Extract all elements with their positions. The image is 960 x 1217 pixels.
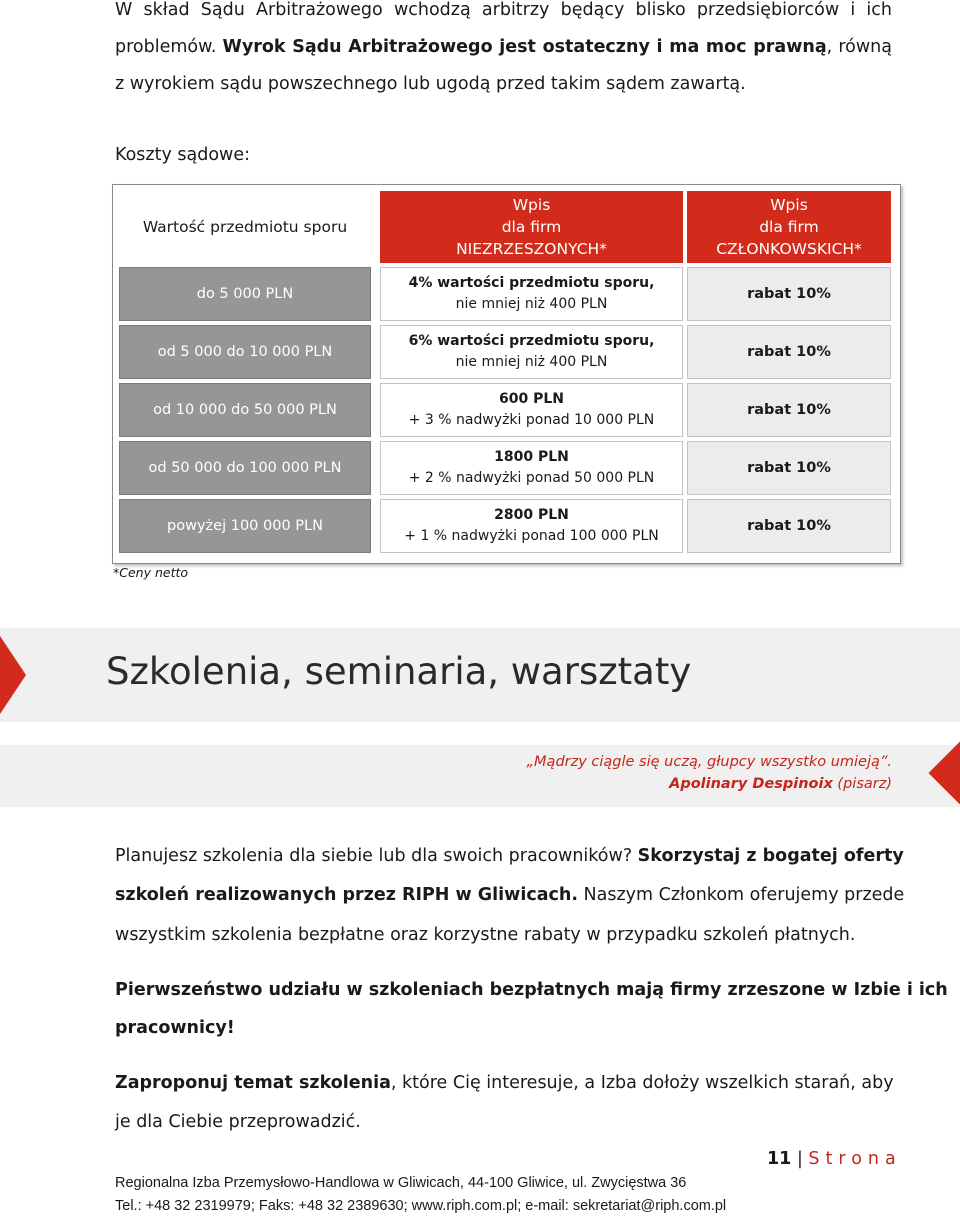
body-p1-line-1-normal: Planujesz szkolenia dla siebie lub dla swoich pracowników?: [115, 846, 638, 866]
row-fee-line-2: nie mniej niż 400 PLN: [455, 296, 608, 312]
row-member-discount: rabat 10%: [687, 267, 891, 321]
body-p3-line-1-normal: , które Cię interesuje, a Izba dołoży wszelkich starań, aby: [390, 1073, 894, 1093]
page-label: Strona: [808, 1149, 902, 1169]
body-p1-line-3: wszystkim szkolenia bezpłatne oraz korzystne rabaty w przypadku szkoleń płatnych.: [115, 925, 856, 945]
row-fee-line-2: nie mniej niż 400 PLN: [455, 354, 608, 370]
quote-author-note: (pisarz): [832, 776, 892, 792]
row-member-discount: rabat 10%: [687, 441, 891, 495]
row-range: powyżej 100 000 PLN: [119, 499, 371, 553]
row-fee: [380, 441, 683, 495]
header-right-line-2: dla firm: [759, 218, 819, 236]
row-range: do 5 000 PLN: [119, 267, 371, 321]
body-p3-line-1: [115, 1073, 892, 1093]
quote-author-name: Apolinary Despinoix: [669, 776, 833, 792]
header-dispute-value: Wartość przedmiotu sporu: [142, 218, 348, 236]
section-title: Szkolenia, seminaria, warsztaty: [106, 650, 692, 693]
costs-label: Koszty sądowe:: [115, 145, 251, 165]
row-fee-line-1: 1800 PLN: [494, 449, 569, 465]
footer-address: Regionalna Izba Przemysłowo-Handlowa w Gliwicach, 44-100 Gliwice, ul. Zwycięstwa 36: [115, 1175, 687, 1191]
row-fee-line-2: + 3 % nadwyżki ponad 10 000 PLN: [408, 412, 655, 428]
quote-author: [669, 776, 892, 792]
header-mid-line-2: dla firm: [501, 218, 562, 236]
row-fee: [380, 499, 683, 553]
body-p1-line-2-bold: szkoleń realizowanych przez RIPH w Gliwicach.: [115, 885, 578, 905]
intro-line-2-normal: problemów.: [115, 37, 217, 57]
body-p3-line-1-bold: Zaproponuj temat szkolenia: [115, 1073, 391, 1093]
header-mid-line-3: NIEZRZESZONYCH*: [456, 240, 607, 258]
body-p3-line-2: je dla Ciebie przeprowadzić.: [115, 1112, 361, 1132]
row-member-discount: rabat 10%: [687, 383, 891, 437]
footer-contact: Tel.: +48 32 2319979; Faks: +48 32 2389630; www.riph.com.pl; e-mail: sekretariat@riph.com.pl: [115, 1198, 727, 1214]
row-range: od 5 000 do 10 000 PLN: [119, 325, 371, 379]
page-separator: |: [796, 1149, 803, 1169]
body-p1-line-2-normal: Naszym Członkom oferujemy przede: [577, 885, 905, 905]
body-p1-line-2: [115, 885, 905, 905]
row-fee-line-2: + 2 % nadwyżki ponad 50 000 PLN: [408, 470, 655, 486]
body-p2-line-1: Pierwszeństwo udziału w szkoleniach bezpłatnych mają firmy zrzeszone w Izbie i ich: [115, 980, 948, 1000]
header-right-line-3: CZŁONKOWSKICH*: [716, 240, 862, 258]
row-fee: [380, 325, 683, 379]
intro-line-2: [115, 37, 892, 57]
page-number-value: 11: [767, 1149, 792, 1169]
page-number: [767, 1149, 902, 1169]
intro-line-2-tail: , równą: [826, 37, 892, 57]
row-fee: [380, 267, 683, 321]
row-fee-line-1: 4% wartości przedmiotu sporu,: [408, 275, 655, 291]
body-p1-line-1-bold: Skorzystaj z bogatej oferty: [637, 846, 904, 866]
header-member-fee: [687, 191, 891, 263]
row-member-discount: rabat 10%: [687, 499, 891, 553]
header-non-member-fee: [380, 191, 683, 263]
row-fee-line-1: 2800 PLN: [494, 507, 569, 523]
cost-table: [112, 184, 901, 564]
intro-line-2-bold: Wyrok Sądu Arbitrażowego jest ostateczny i ma moc prawną: [222, 37, 827, 57]
header-mid-line-1: Wpis: [512, 196, 551, 214]
body-p2-line-2: pracownicy!: [115, 1018, 235, 1038]
row-fee-line-1: 600 PLN: [499, 391, 564, 407]
row-range: od 50 000 do 100 000 PLN: [119, 441, 371, 495]
row-fee: [380, 383, 683, 437]
intro-line-1: W skład Sądu Arbitrażowego wchodzą arbitrzy będący blisko przedsiębiorców i ich: [115, 0, 892, 20]
header-right-line-1: Wpis: [770, 196, 808, 214]
body-p1-line-1: [115, 846, 904, 866]
arrow-right-icon: [0, 636, 26, 714]
row-fee-line-1: 6% wartości przedmiotu sporu,: [408, 333, 655, 349]
row-range: od 10 000 do 50 000 PLN: [119, 383, 371, 437]
row-member-discount: rabat 10%: [687, 325, 891, 379]
table-footnote: *Ceny netto: [113, 565, 189, 580]
row-fee-line-2: + 1 % nadwyżki ponad 100 000 PLN: [404, 528, 659, 544]
quote-text: „Mądrzy ciągle się uczą, głupcy wszystko umieją”.: [526, 754, 892, 770]
intro-line-3: z wyrokiem sądu powszechnego lub ugodą przed takim sądem zawartą.: [115, 74, 746, 94]
